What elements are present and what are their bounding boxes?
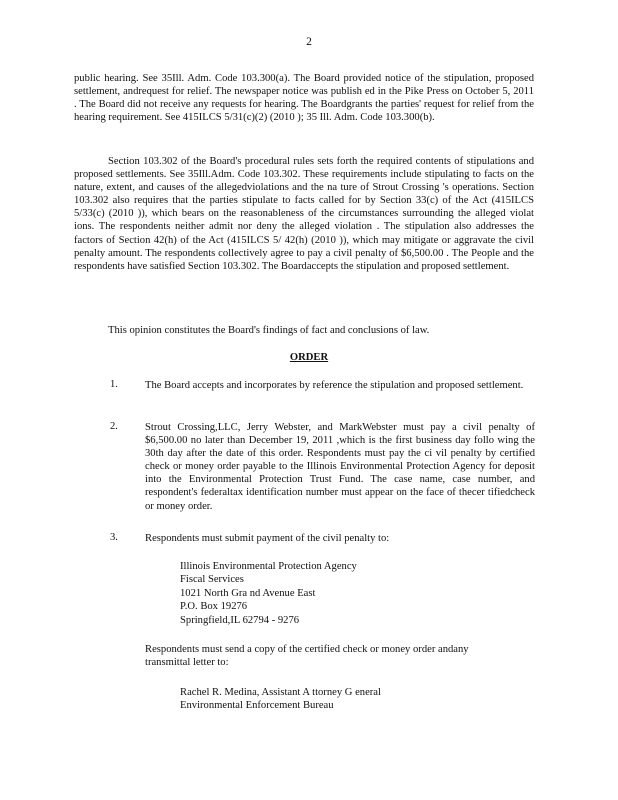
address-line: Rachel R. Medina, Assistant A ttorney G eneral [180, 687, 381, 698]
order-heading-text: ORDER [289, 352, 329, 363]
address-line: 1021 North Gra nd Avenue East [180, 587, 316, 599]
order-heading [0, 352, 618, 363]
page-number: 2 [306, 36, 312, 48]
paragraph-findings: This opinion constitutes the Board's findings of fact and conclusions of law. [108, 325, 430, 336]
paragraph-hearing: public hearing. See 35Ill. Adm. Code 103.300(a). The Board provided notice of the stipulation, proposed settlement, andrequest for relief. The newspaper notice was publish ed in the Pike Press on October 5, 2011 . The Board did not receive any requests for hearing. The Boardgrants the parties' request for relief from the hearing requirement. See 415ILCS 5/31(c)(2) (2010 ); 35 Ill. Adm. Code 103.300(b). [74, 73, 534, 124]
item-3-number: 3. [110, 532, 118, 543]
item-3-followup: Respondents must send a copy of the certified check or money order andany transmittal letter to: [145, 644, 469, 669]
payment-address [180, 560, 357, 627]
item-1-number: 1. [110, 379, 118, 390]
item-1-text: The Board accepts and incorporates by reference the stipulation and proposed settlement. [145, 380, 524, 391]
address-line: P.O. Box 19276 [180, 601, 248, 613]
address-line: Springfield,IL 62794 - 9276 [180, 614, 300, 626]
address-line: Environmental Enforcement Bureau [180, 700, 334, 712]
paragraph-procedural-rules: Section 103.302 of the Board's procedural rules sets forth the required contents of stipulations and proposed settlements. See 35Ill.Adm. Code 103.302. These requirements include stipulating to facts on the nature, extent, and causes of the allegedviolations and the na ture of Strout Crossing 's operations. Section 103.302 also requires that the parties stipulate to facts called for by Section 33(c) of the Act (415ILCS 5/33(c) (2010 )), which bears on the reasonableness of the circumstances surrounding the alleged violat ions. The respondents neither admit nor deny the alleged violation . The stipulation also addresses the factors of Section 42(h) of the Act (415ILCS 5/ 42(h) (2010 )), which may mitigate or aggravate the civil penalty amount. The respondents collectively agree to pay a civil penalty of $6,500.00 . The People and the respondents have satisfied Section 103.302. The Boardaccepts the stipulation and proposed settlement. [74, 156, 534, 272]
item-3-text: Respondents must submit payment of the civil penalty to: [145, 533, 390, 544]
address-line: Fiscal Services [180, 574, 244, 586]
item-2-text: Strout Crossing,LLC, Jerry Webster, and MarkWebster must pay a civil penalty of $6,500.00 no later than December 19, 2011 ,which is the first business day follo wing the 30th day after the date of this order. Respondents must pay the ci vil penalty by certified check or money order payable to the Illinois Environmental Protection Agency for deposit into the Environmental Protection Trust Fund. The case name, case number, and respondent's federaltax identification number must appear on the face of thecer tifiedcheck or money order. [145, 422, 535, 512]
address-line: Illinois Environmental Protection Agency [180, 561, 357, 572]
item-2-number: 2. [110, 421, 118, 432]
copy-recipient-address [180, 686, 381, 713]
